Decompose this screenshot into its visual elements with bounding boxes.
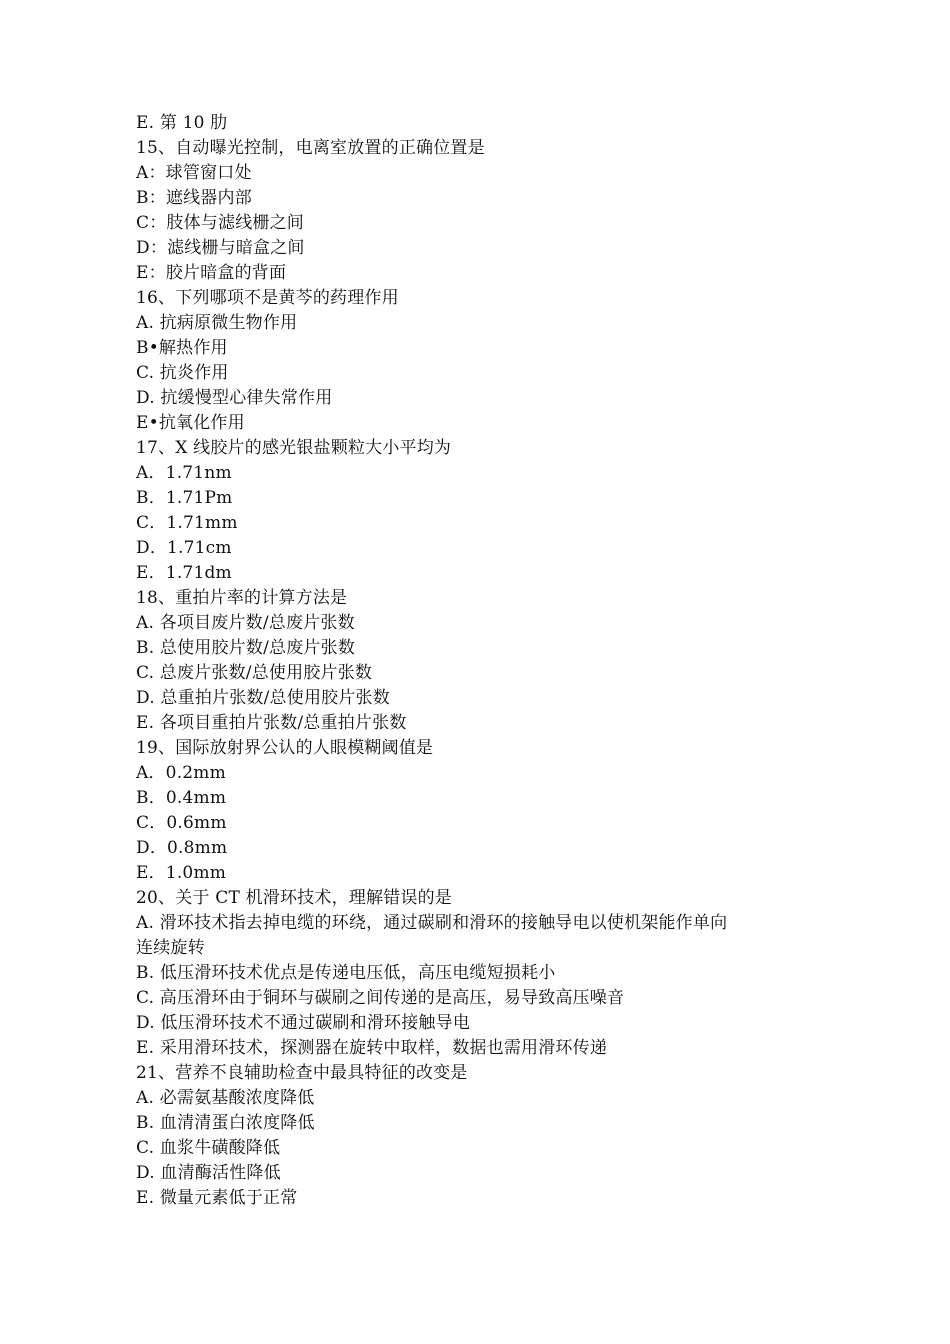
text-line: C：肢体与滤线栅之间	[136, 213, 305, 233]
text-line: A．1.71nm	[136, 463, 232, 483]
text-line: A．0.2mm	[136, 763, 226, 783]
document-body	[136, 111, 816, 1211]
text-line: E•抗氧化作用	[136, 413, 245, 433]
text-line: A. 滑环技术指去掉电缆的环绕，通过碳刷和滑环的接触导电以使机架能作单向	[136, 913, 728, 933]
text-line: C. 高压滑环由于铜环与碳刷之间传递的是高压，易导致高压噪音	[136, 988, 625, 1008]
text-line: A. 必需氨基酸浓度降低	[136, 1088, 315, 1108]
text-line: E：胶片暗盒的背面	[136, 263, 287, 283]
text-line: D. 低压滑环技术不通过碳刷和滑环接触导电	[136, 1013, 471, 1033]
text-line: B．1.71Pm	[136, 488, 233, 508]
text-line: B. 总使用胶片数/总废片张数	[136, 638, 356, 658]
text-line: D. 总重拍片张数/总使用胶片张数	[136, 688, 390, 708]
text-line: C. 血浆牛磺酸降低	[136, 1138, 281, 1158]
text-line: C．1.71mm	[136, 513, 238, 533]
text-line: 19、国际放射界公认的人眼模糊阈值是	[136, 738, 434, 758]
text-line: E．1.0mm	[136, 863, 227, 883]
text-line: E. 第 10 肋	[136, 113, 228, 133]
text-line: C. 总废片张数/总使用胶片张数	[136, 663, 373, 683]
text-line: D．0.8mm	[136, 838, 228, 858]
text-line: E. 采用滑环技术，探测器在旋转中取样，数据也需用滑环传递	[136, 1038, 608, 1058]
text-line: 16、下列哪项不是黄芩的药理作用	[136, 288, 399, 308]
text-line: 18、重拍片率的计算方法是	[136, 588, 348, 608]
text-line: A. 各项目废片数/总废片张数	[136, 613, 355, 633]
text-line: 20、关于 CT 机滑环技术，理解错误的是	[136, 888, 452, 908]
text-line: 17、X 线胶片的感光银盐颗粒大小平均为	[136, 438, 452, 458]
text-line: D：滤线栅与暗盒之间	[136, 238, 305, 258]
text-line: 15、自动曝光控制，电离室放置的正确位置是	[136, 138, 485, 158]
text-line: D. 血清酶活性降低	[136, 1163, 281, 1183]
text-line: E. 微量元素低于正常	[136, 1188, 298, 1208]
text-line: B：遮线器内部	[136, 188, 252, 208]
text-line: 21、营养不良辅助检查中最具特征的改变是	[136, 1063, 468, 1083]
text-line: B. 低压滑环技术优点是传递电压低，高压电缆短损耗小	[136, 963, 556, 983]
text-line: D．1.71cm	[136, 538, 232, 558]
text-line: A. 抗病原微生物作用	[136, 313, 298, 333]
text-line: E．1.71dm	[136, 563, 232, 583]
text-line: B．0.4mm	[136, 788, 227, 808]
text-line: C．0.6mm	[136, 813, 227, 833]
text-line: C. 抗炎作用	[136, 363, 229, 383]
text-line: 连续旋转	[136, 938, 205, 958]
text-line: E. 各项目重拍片张数/总重拍片张数	[136, 713, 407, 733]
text-line: A：球管窗口处	[136, 163, 252, 183]
text-line: D. 抗缓慢型心律失常作用	[136, 388, 333, 408]
text-line: B•解热作用	[136, 338, 228, 358]
text-line: B. 血清清蛋白浓度降低	[136, 1113, 315, 1133]
